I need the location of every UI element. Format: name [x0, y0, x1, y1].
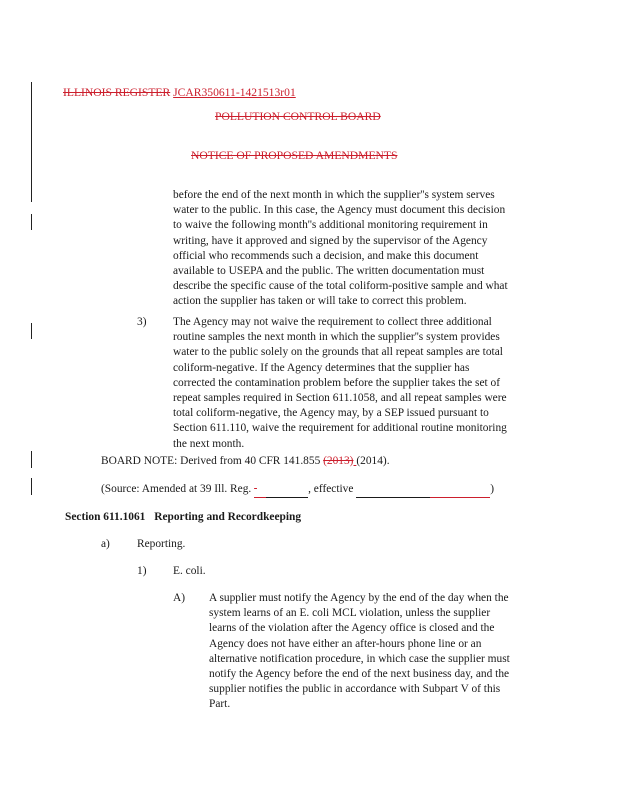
section-title: Reporting and Recordkeeping: [154, 511, 302, 523]
item-1-text: E. coli.: [173, 565, 206, 577]
effective-blank: [356, 482, 430, 498]
text-line: before the end of the next month in which the supplier''s system serves: [173, 189, 495, 201]
register-label: ILLINOIS REGISTER: [63, 86, 171, 99]
text-line: the next month.: [173, 437, 245, 450]
change-bar: [31, 323, 32, 339]
text-line: A supplier must notify the Agency by the end of the day when the: [209, 592, 509, 604]
text-line: repeat samples required in Section 611.1058, and all repeat samples were: [173, 392, 507, 405]
change-bar: [31, 451, 32, 468]
board-note-period: .: [386, 455, 390, 467]
register-header: [63, 86, 296, 99]
text-line: corrected the contamination problem before the supplier takes the set of: [173, 376, 501, 389]
continuation-paragraph: [173, 188, 508, 310]
change-bar: [31, 478, 32, 495]
text-line: total coliform-negative, the Agency may, by a SEP issued pursuant to: [173, 407, 489, 420]
item-a-label: a): [101, 538, 110, 550]
text-line: action the supplier has taken or will take to correct this problem.: [173, 295, 467, 308]
text-line: alternative notification procedure, in which case the supplier must: [209, 652, 510, 665]
text-line: routine samples the next month in which the supplier''s system provides: [173, 331, 500, 344]
board-note-text: BOARD NOTE: Derived from 40 CFR 141.855: [101, 455, 324, 467]
text-line: supplier notifies the public in accordance with Subpart V of this: [209, 683, 501, 696]
reg-blank: [266, 482, 308, 498]
board-title: POLLUTION CONTROL BOARD: [215, 110, 381, 123]
section-heading: [65, 510, 301, 525]
change-bar: [31, 214, 32, 230]
section-number: Section 611.1061: [65, 511, 146, 523]
item-3-paragraph: [173, 315, 507, 452]
text-line: notify the Agency before the end of the next business day, and the: [209, 668, 510, 681]
board-note: [101, 454, 390, 469]
item-a-text: Reporting.: [137, 538, 186, 550]
item-3-label: 3): [137, 316, 147, 328]
source-close: ): [490, 483, 495, 495]
document-code: JCAR350611-1421513r01: [173, 86, 296, 99]
text-line: system learns of an E. coli MCL violation, unless the supplier: [209, 607, 491, 620]
text-line: official who recommends such a decision, and make this document: [173, 249, 479, 262]
text-line: available to USEPA and the public. The written documentation must: [173, 265, 485, 278]
text-line: Agency does not have either an after-hours phone line or an: [209, 637, 482, 650]
text-line: water to the public solely on the grounds that all repeat samples are total: [173, 346, 503, 359]
inserted-blank: [430, 482, 490, 498]
text-line: describe the specific cause of the total coliform-positive sample and what: [173, 280, 508, 293]
effective-label: , effective: [308, 483, 357, 495]
deleted-year: (2013): [323, 455, 354, 467]
change-bar: [31, 82, 32, 202]
text-line: Section 611.110, waive the requirement for additional routine monitoring: [173, 422, 507, 435]
text-line: to waive the following month''s additional monitoring requirement in: [173, 219, 488, 232]
text-line: water to the public. In this case, the Agency must document this decision: [173, 204, 506, 217]
item-A-paragraph: [209, 591, 510, 713]
notice-title: NOTICE OF PROPOSED AMENDMENTS: [191, 149, 398, 162]
deleted-blank: [254, 482, 266, 498]
text-line: The Agency may not waive the requirement to collect three additional: [173, 316, 492, 328]
item-A-label: A): [173, 592, 186, 604]
source-line: [101, 482, 494, 498]
source-text: (Source: Amended at 39 Ill. Reg.: [101, 483, 255, 495]
text-line: coliform-negative. If the Agency determines that the supplier has: [173, 361, 470, 374]
text-line: writing, have it approved and signed by the supervisor of the Agency: [173, 234, 488, 247]
text-line: Part.: [209, 698, 231, 711]
item-1-label: 1): [137, 565, 147, 577]
text-line: learns of the violation after the Agency office is closed and the: [209, 622, 495, 635]
inserted-year: (2014): [356, 455, 387, 467]
